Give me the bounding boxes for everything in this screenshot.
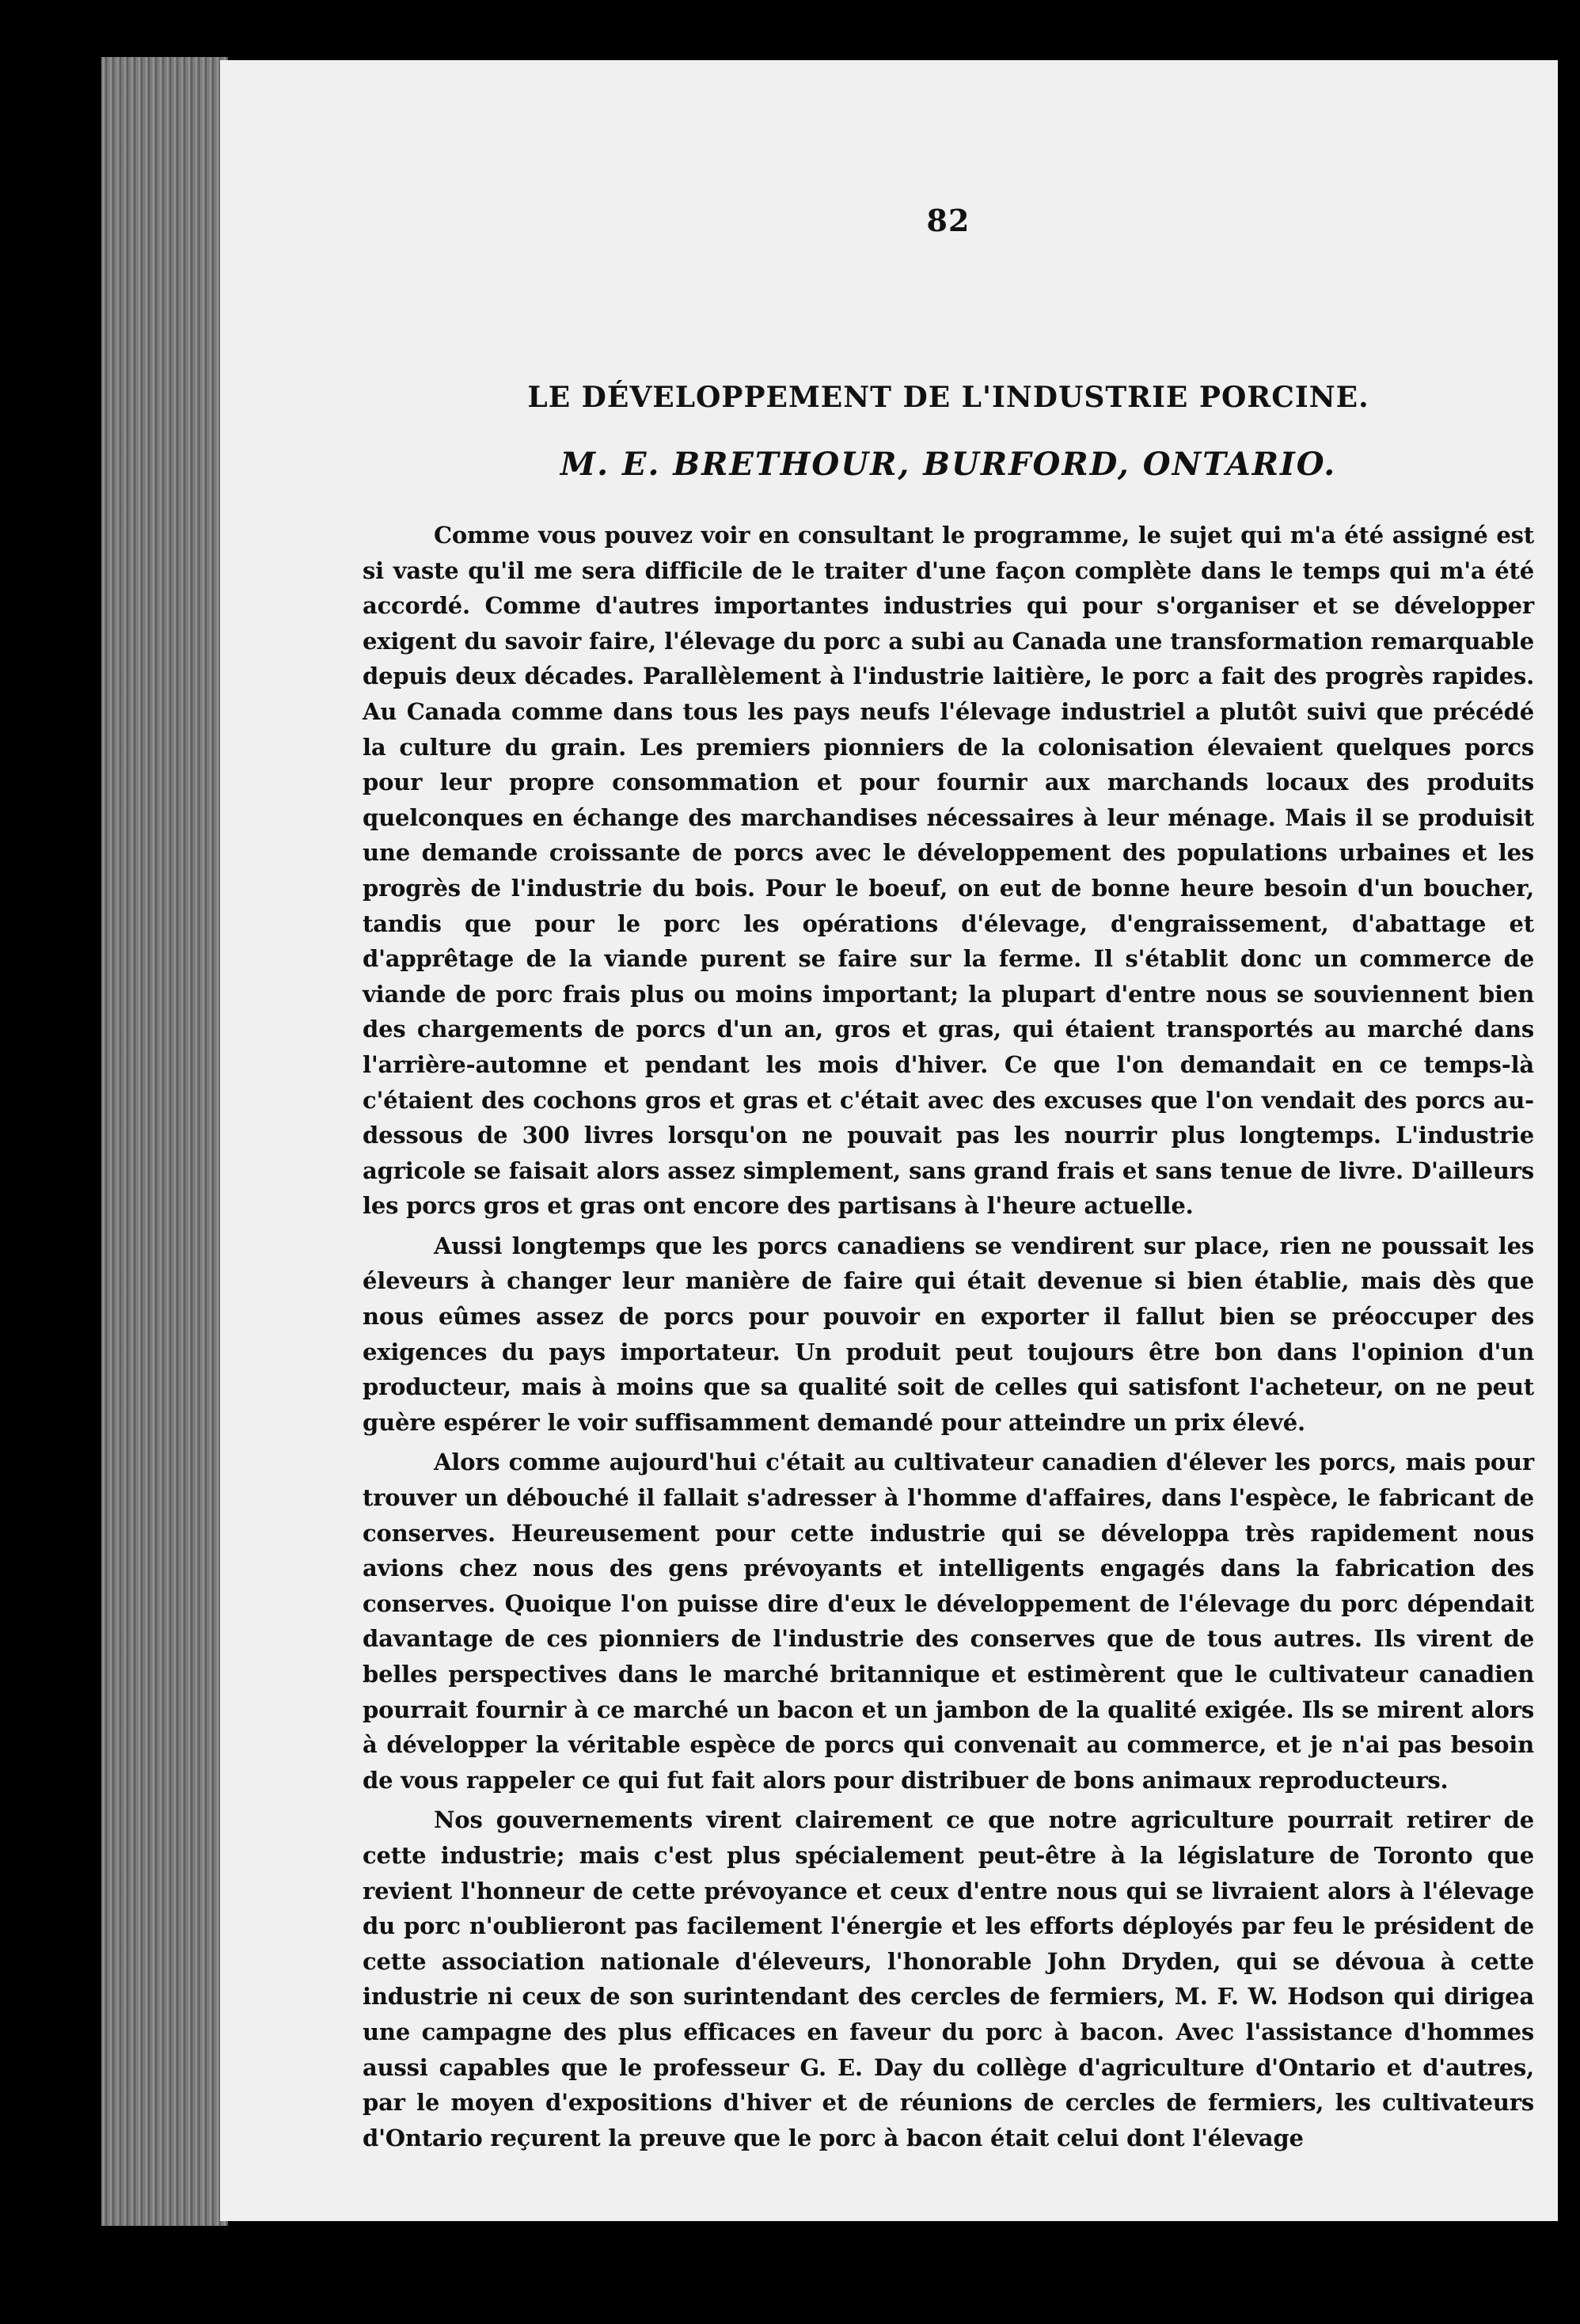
- page-content: [363, 203, 1534, 2160]
- article-title: LE DÉVELOPPEMENT DE L'INDUSTRIE PORCINE.: [527, 381, 1369, 414]
- paragraph: Alors comme aujourd'hui c'était au cultivateur canadien d'élever les porcs, mais pour trouver un débouché il fallait s'adresser à l'homme d'affaires, dans l'espèce, le fabricant de conserves. Heureusement pour cette industrie qui se développa très rapidement nous avions chez nous des gens prévoyants et intelligents engagés dans la fabrication des conserves. Quoique l'on puisse dire d'eux le développement de l'élevage du porc dépendait davantage de ces pionniers de l'industrie des conserves que de tous autres. Ils virent de belles perspectives dans le marché britannique et estimèrent que le cultivateur canadien pourrait fournir à ce marché un bacon et un jambon de la qualité exigée. Ils se mirent alors à développer la véritable espèce de porcs qui convenait au commerce, et je n'ai pas besoin de vous rappeler ce qui fut fait alors pour distribuer de bons animaux reproducteurs.: [363, 1449, 1534, 1794]
- paragraph: Nos gouvernements virent clairement ce que notre agriculture pourrait retirer de cette industrie; mais c'est plus spécialement peut-être à la législature de Toronto que revient l'honneur de cette prévoyance et ceux d'entre nous qui se livraient alors à l'élevage du porc n'oublieront pas facilement l'énergie et les efforts déployés par feu le président de cette association nationale d'éleveurs, l'honorable John Dryden, qui se dévoua à cette industrie ni ceux de son surintendant des cercles de fermiers, M. F. W. Hodson qui dirigea une campagne des plus efficaces en faveur du porc à bacon. Avec l'assistance d'hommes aussi capables que le professeur G. E. Day du collège d'agriculture d'Ontario et d'autres, par le moyen d'expositions d'hiver et de réunions de cercles de fermiers, les cultivateurs d'Ontario reçurent la preuve que le porc à bacon était celui dont l'élevage: [363, 1806, 1534, 2151]
- paragraph: Comme vous pouvez voir en consultant le programme, le sujet qui m'a été assigné est si vaste qu'il me sera difficile de le traiter d'une façon complète dans le temps qui m'a été accordé. Comme d'autres importantes industries qui pour s'organiser et se développer exigent du savoir faire, l'élevage du porc a subi au Canada une transformation remarquable depuis deux décades. Parallèlement à l'industrie laitière, le porc a fait des progrès rapides. Au Canada comme dans tous les pays neufs l'élevage industriel a plutôt suivi que précédé la culture du grain. Les premiers pionniers de la colonisation élevaient quelques porcs pour leur propre consommation et pour fournir aux marchands locaux des produits quelconques en échange des marchandises nécessaires à leur ménage. Mais il se produisit une demande croissante de porcs avec le développement des populations urbaines et les progrès de l'industrie du bois. Pour le boeuf, on eut de bonne heure besoin d'un boucher, tandis que pour le porc les opérations d'élevage, d'engraissement, d'abattage et d'apprêtage de la viande purent se faire sur la ferme. Il s'établit donc un commerce de viande de porc frais plus ou moins important; la plupart d'entre nous se souviennent bien des chargements de porcs d'un an, gros et gras, qui étaient transportés au marché dans l'arrière-automne et pendant les mois d'hiver. Ce que l'on demandait en ce temps-là c'étaient des cochons gros et gras et c'était avec des excuses que l'on vendait des porcs au-dessous de 300 livres lorsqu'on ne pouvait pas les nourrir plus longtemps. L'industrie agricole se faisait alors assez simplement, sans grand frais et sans tenue de livre. D'ailleurs les porcs gros et gras ont encore des partisans à l'heure actuelle.: [363, 522, 1534, 1220]
- paragraph: Aussi longtemps que les porcs canadiens se vendirent sur place, rien ne poussait les éleveurs à changer leur manière de faire qui était devenue si bien établie, mais dès que nous eûmes assez de porcs pour pouvoir en exporter il fallut bien se préoccuper des exigences du pays importateur. Un produit peut toujours être bon dans l'opinion d'un producteur, mais à moins que sa qualité soit de celles qui satisfont l'acheteur, on ne peut guère espérer le voir suffisamment demandé pour atteindre un prix élevé.: [363, 1232, 1534, 1436]
- book-page-edges: [101, 57, 228, 2226]
- article-author: M. E. BRETHOUR, BURFORD, ONTARIO.: [560, 446, 1337, 483]
- document-page: [220, 60, 1558, 2221]
- page-number: 82: [926, 203, 970, 238]
